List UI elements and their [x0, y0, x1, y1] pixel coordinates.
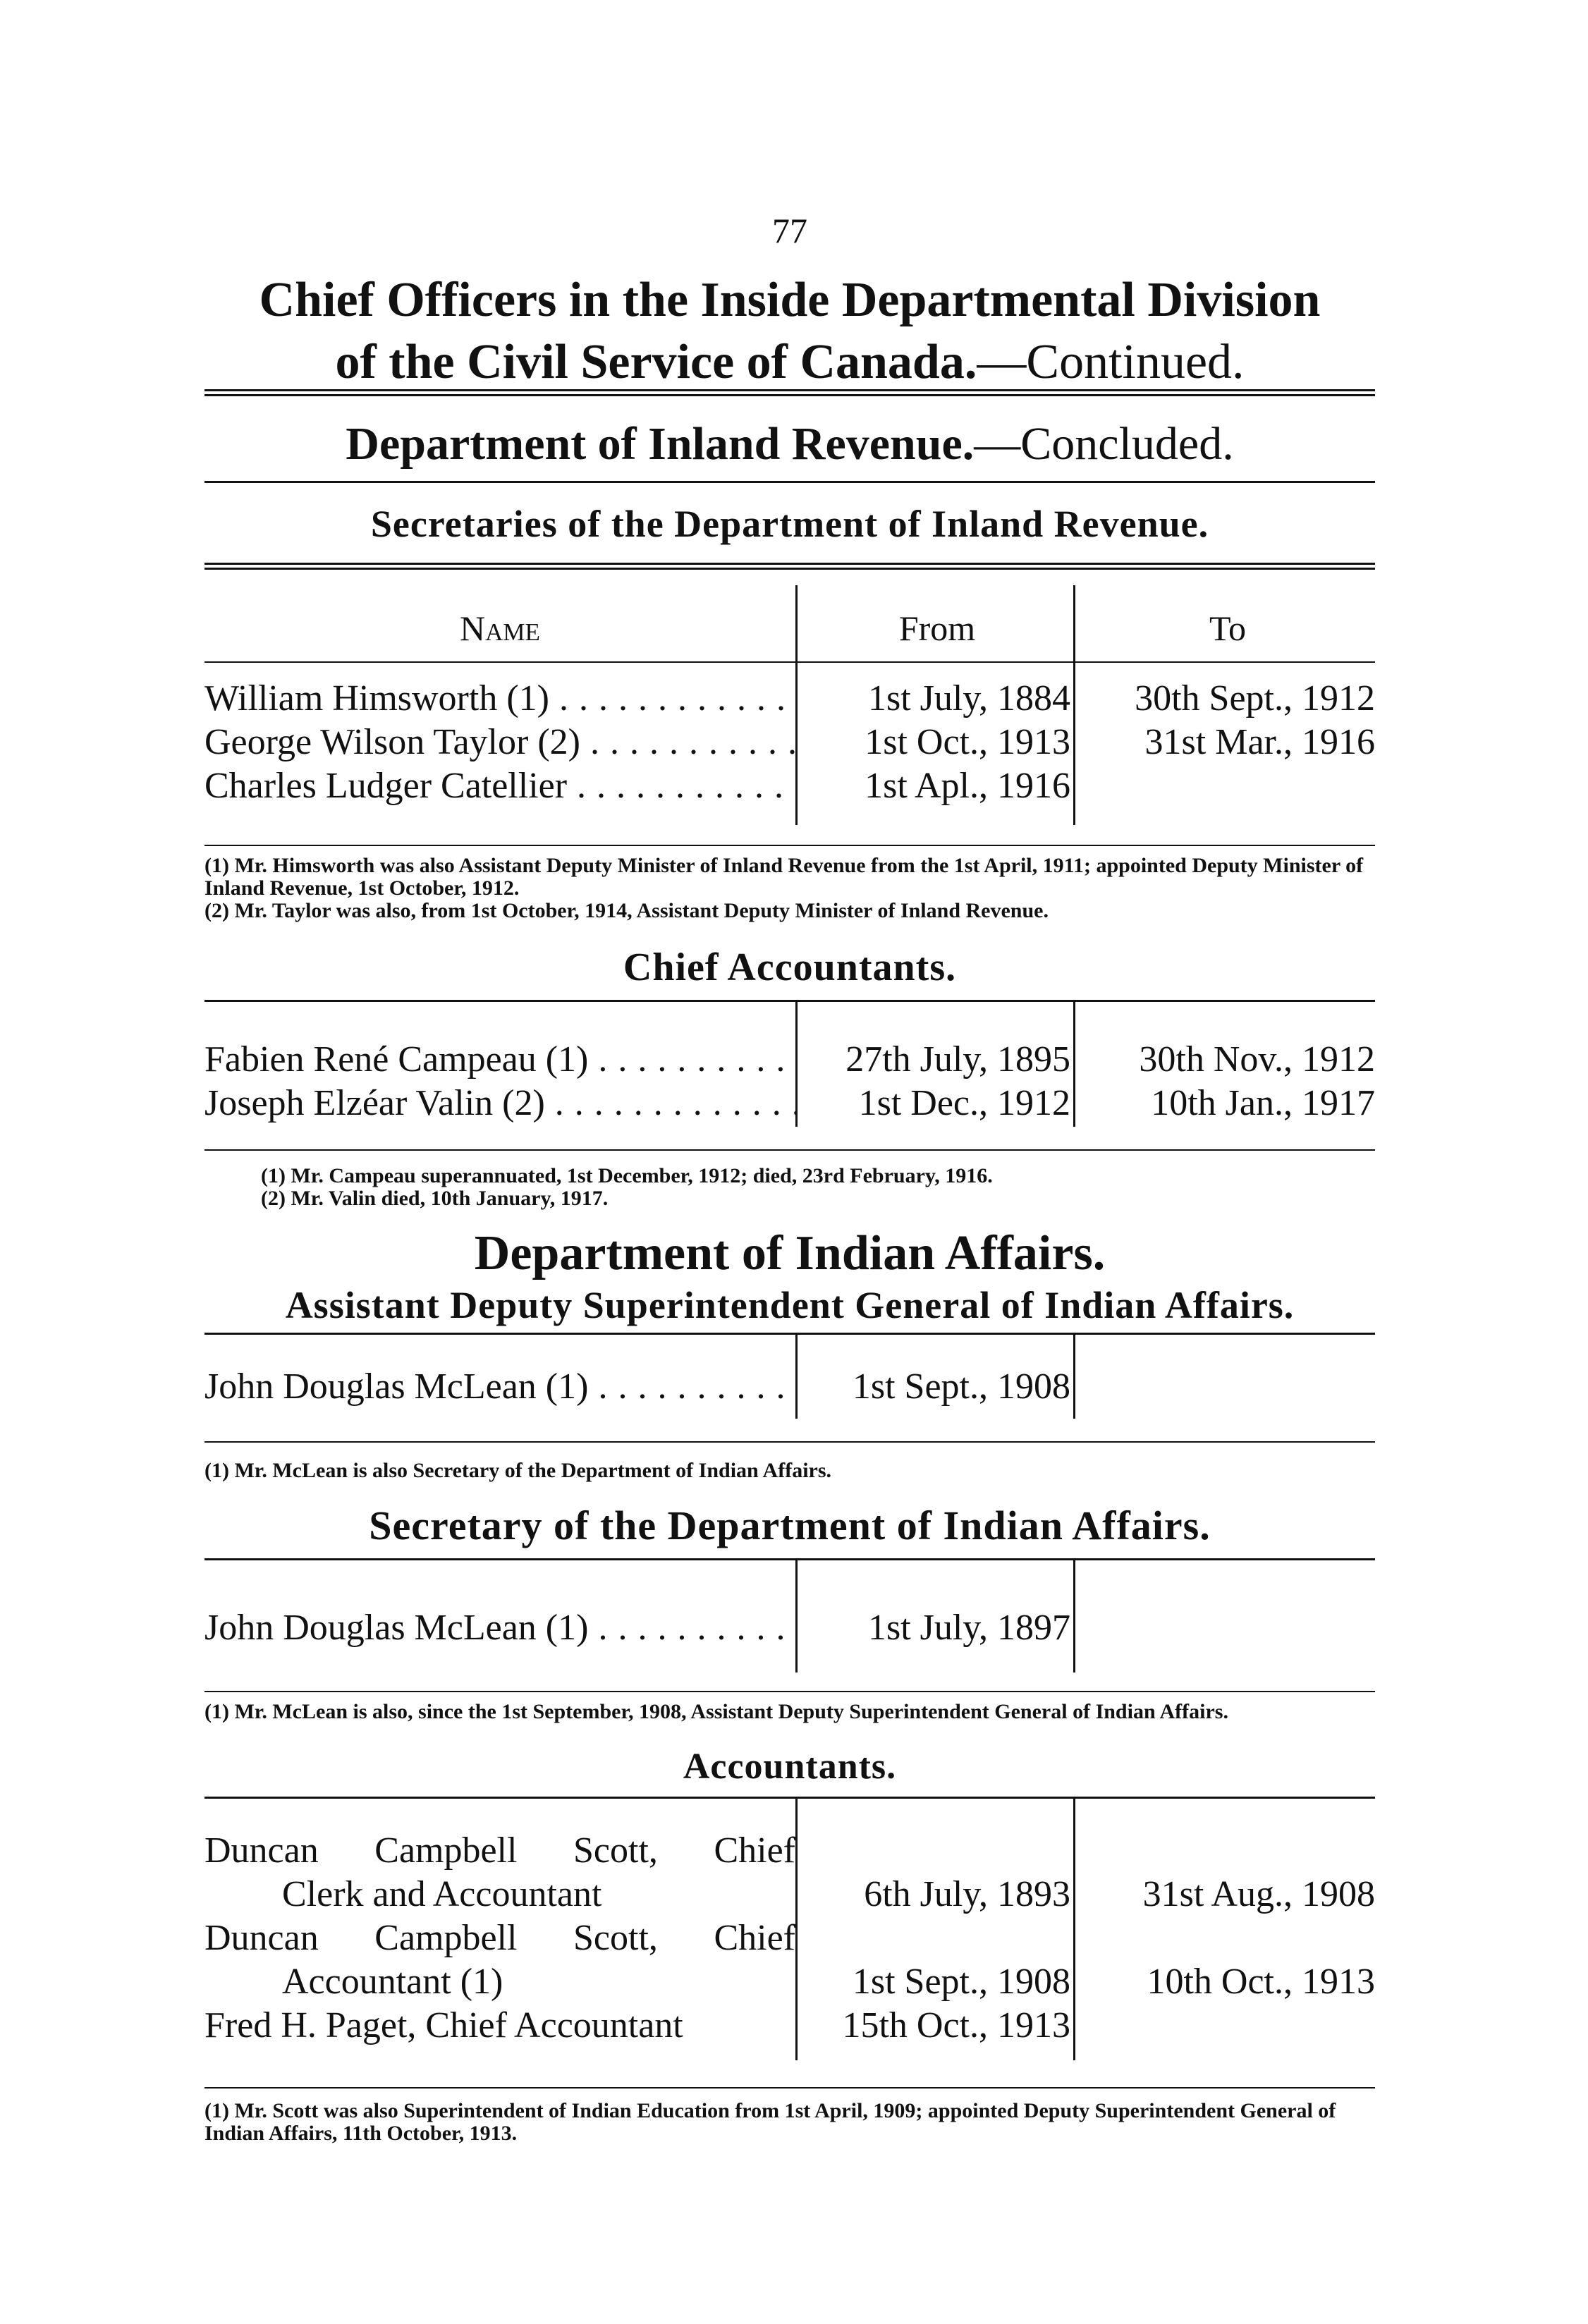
- row-name: John Douglas McLean (1): [204, 1608, 589, 1648]
- table-row: [204, 2004, 1375, 2048]
- footnote: (1) Mr. Campeau superannuated, 1st December, 1912; died, 23rd February, 1916.: [261, 1164, 993, 1187]
- divider: [204, 481, 1375, 483]
- inland-secretaries-heading: Secretaries of the Department of Inland Revenue.: [370, 503, 1209, 545]
- row-name: George Wilson Taylor (2): [204, 722, 580, 762]
- row-from: 1st Dec., 1912: [858, 1083, 1070, 1123]
- footnote: (1) Mr. McLean is also, since the 1st September, 1908, Assistant Deputy Superintendent General of Indian Affairs.: [204, 1700, 1228, 1723]
- title-line-2: of the Civil Service of Canada.—Continued.: [335, 335, 1245, 389]
- row-from: 1st July, 1884: [868, 678, 1070, 718]
- inland-dept-heading: Department of Inland Revenue.—Concluded.: [346, 418, 1234, 470]
- footnote: (2) Mr. Valin died, 10th January, 1917.: [261, 1187, 609, 1210]
- title-divider: [204, 389, 1375, 396]
- divider: [204, 1691, 1375, 1692]
- table-header: [204, 606, 1375, 650]
- indian-secretary-table: [204, 1560, 1375, 1672]
- table-row: Duncan Campbell Scott, Chief Clerk and Accountant: [204, 1830, 795, 1914]
- indian-dept-heading: Department of Indian Affairs.: [474, 1226, 1106, 1280]
- inland-secretaries-table: [204, 585, 1375, 825]
- col-to: To: [1209, 608, 1247, 648]
- row-name: Fabien René Campeau (1): [204, 1039, 589, 1080]
- row-from: 15th Oct., 1913: [842, 2005, 1070, 2045]
- row-name: William Himsworth (1): [204, 678, 549, 718]
- indian-secretary-heading: Secretary of the Department of Indian Affairs.: [369, 1503, 1211, 1548]
- page-number: 77: [772, 211, 807, 250]
- row-to: 30th Nov., 1912: [1139, 1039, 1375, 1080]
- row-from: 6th July, 1893: [864, 1874, 1070, 1914]
- divider: [204, 2087, 1375, 2088]
- footnotes: [204, 1165, 1431, 1210]
- divider: [204, 1441, 1375, 1443]
- table-row: Duncan Campbell Scott, Chief Accountant (1): [204, 1918, 795, 2002]
- col-name: Name: [460, 608, 540, 648]
- table-row: [204, 1082, 1375, 1125]
- table-row: [204, 1606, 1375, 1650]
- divider: [204, 1149, 1375, 1151]
- footnote: (2) Mr. Taylor was also, from 1st October, 1914, Assistant Deputy Minister of Inland Revenue.: [204, 899, 1049, 922]
- indian-accountants-heading: Accountants.: [683, 1747, 897, 1787]
- row-name: John Douglas McLean (1): [204, 1366, 589, 1407]
- footnote: (1) Mr. McLean is also Secretary of the Department of Indian Affairs.: [204, 1459, 832, 1482]
- table-row: [204, 721, 1375, 764]
- divider: [204, 563, 1375, 570]
- row-from: 1st Apl., 1916: [865, 766, 1070, 806]
- inland-accountants-heading: Chief Accountants.: [623, 946, 957, 989]
- footnote: (1) Mr. Scott was also Superintendent of Indian Education from 1st April, 1909; appointed Deputy Superintendent General of Indian Affairs, 11th October, 1913.: [204, 2099, 1336, 2145]
- table-row: [204, 677, 1375, 721]
- row-name: Joseph Elzéar Valin (2): [204, 1083, 545, 1123]
- row-from: 1st Oct., 1913: [865, 722, 1070, 762]
- divider: [204, 845, 1375, 846]
- table-row: [204, 1038, 1375, 1082]
- row-to: 10th Jan., 1917: [1151, 1083, 1375, 1123]
- row-name: Charles Ludger Catellier: [204, 766, 568, 806]
- footnotes: [204, 855, 1375, 922]
- row-name: Fred H. Paget, Chief Accountant: [204, 2005, 683, 2045]
- row-from: 1st Sept., 1908: [852, 1366, 1070, 1407]
- indian-assistant-heading: Assistant Deputy Superintendent General of Indian Affairs.: [285, 1284, 1295, 1326]
- table-row: [204, 1365, 1375, 1409]
- page-title: [204, 269, 1375, 393]
- row-from: 1st July, 1897: [868, 1608, 1070, 1648]
- indian-accountants-table: [204, 1798, 1375, 2060]
- row-from: 1st Sept., 1908: [852, 1962, 1070, 2002]
- inland-accountants-table: [204, 1001, 1375, 1127]
- row-from: 27th July, 1895: [845, 1039, 1070, 1080]
- indian-assistant-table: [204, 1334, 1375, 1419]
- row-to: 31st Aug., 1908: [1142, 1874, 1375, 1914]
- row-to: 30th Sept., 1912: [1135, 678, 1375, 718]
- row-to: 10th Oct., 1913: [1147, 1962, 1375, 2002]
- row-to: 31st Mar., 1916: [1144, 722, 1375, 762]
- header-rule: [204, 661, 1375, 663]
- title-line-1: Chief Officers in the Inside Departmental Division: [259, 273, 1321, 327]
- table-row: [204, 764, 1375, 808]
- col-from: From: [898, 608, 976, 648]
- footnote: (1) Mr. Himsworth was also Assistant Deputy Minister of Inland Revenue from the 1st April, 1911; appointed Deputy Minister of Inland Revenue, 1st October, 1912.: [204, 854, 1364, 900]
